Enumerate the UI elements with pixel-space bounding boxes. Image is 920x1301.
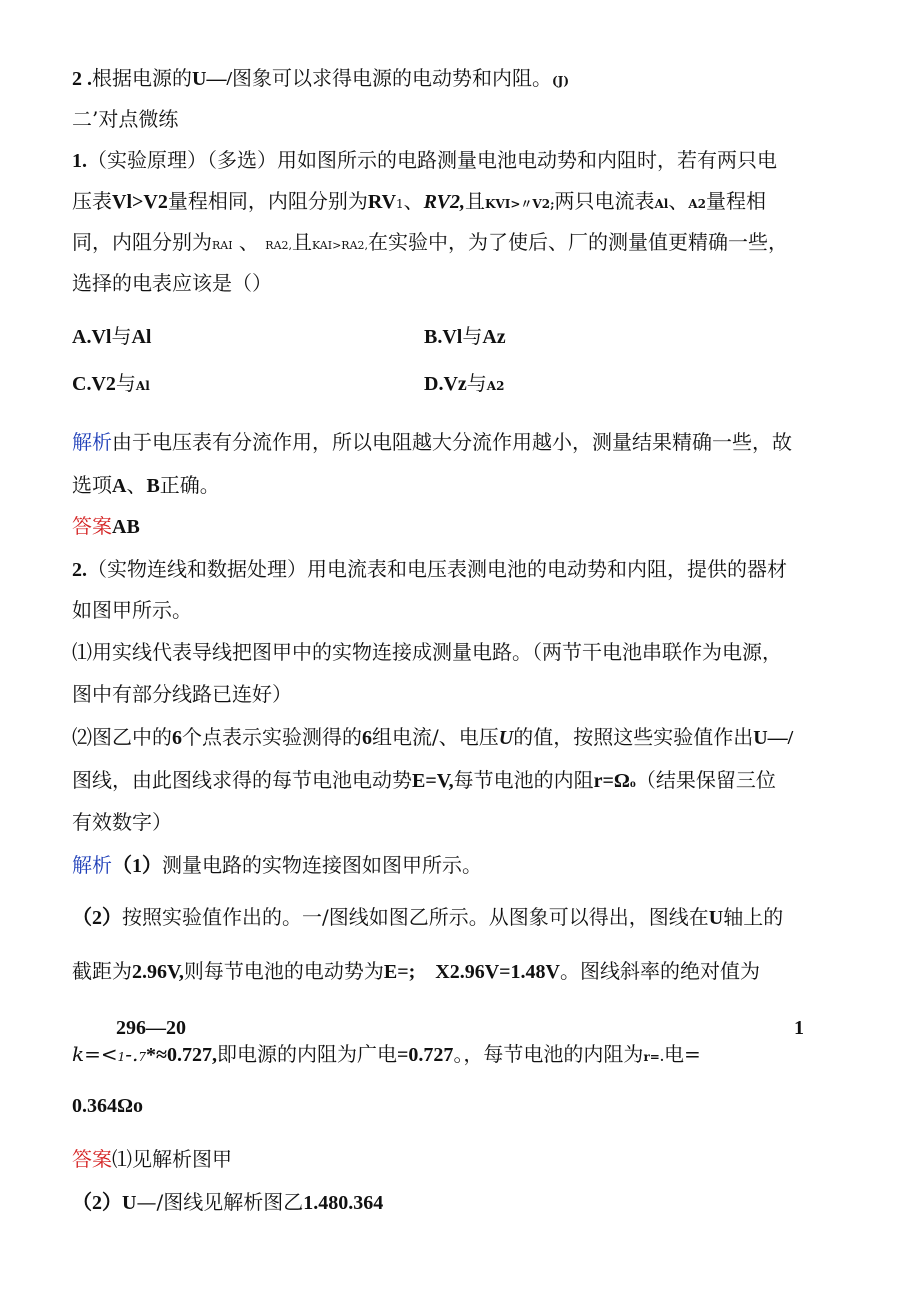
statement-text: 根据电源的 — [92, 66, 192, 90]
analysis-text: 即电源的内阻为广电 — [217, 1042, 398, 1066]
ui-graph-symbol: U—/ — [192, 68, 232, 90]
q2-analysis-line-1 — [72, 851, 482, 880]
answer-value: AB — [112, 516, 140, 538]
q2-text: 个点表示实验测得的 — [182, 725, 362, 749]
q2-count: 6 — [362, 727, 372, 749]
slope-sub: 7 — [138, 1050, 147, 1064]
q1-text: 在实验中，为了使后、厂的测量值更精确一些， — [368, 230, 789, 254]
q1-text: 量程相 — [706, 189, 767, 213]
q1-ra2: RA2, — [265, 239, 293, 252]
q2-part1-line-2: 图中有部分线路已连好） — [72, 682, 292, 706]
q2-answer-line-2 — [72, 1188, 383, 1217]
q2-answer-line-1 — [72, 1145, 232, 1173]
analysis-text: 、 — [126, 473, 147, 497]
analysis-option-a: A — [112, 475, 127, 497]
statement-text-2: 图象可以求得电源的电动势和内阻。 — [232, 66, 552, 90]
q1-a1: Al — [654, 197, 669, 211]
q1-a2: A2 — [688, 197, 707, 211]
option-d-label: D.Vz — [424, 373, 467, 395]
option-a — [72, 322, 151, 351]
option-d-meter: A2 — [486, 379, 505, 393]
r-symbol: r=. — [643, 1050, 664, 1064]
option-c — [72, 369, 150, 400]
q1-ra-inequality: KAI>RA2, — [312, 239, 369, 252]
q1-voltmeters: Vl>V2 — [112, 191, 168, 213]
q2-analysis-line-2 — [72, 903, 783, 932]
q2-analysis-line-4 — [72, 1040, 701, 1071]
q2-line-2: 如图甲所示。 — [72, 598, 192, 622]
q1-text: 两只电流表 — [554, 189, 655, 213]
q2-text: （结果保留三位 — [635, 768, 776, 792]
option-text: 与 — [462, 324, 483, 348]
slope-sub: 1 — [117, 1050, 126, 1064]
analysis-part-number: （2） — [72, 907, 122, 929]
option-a-label: A.Vl — [72, 326, 112, 348]
q1-text: 、 — [668, 189, 689, 213]
q1-analysis-line-2 — [72, 471, 220, 500]
q2-text: ⑵图乙中的 — [72, 725, 172, 749]
analysis-part-number: （1） — [112, 855, 162, 877]
q2-part2-line-3: 有效数字） — [72, 810, 172, 834]
q1-text: 、 — [403, 189, 424, 213]
option-c-label: C.V2 — [72, 373, 116, 395]
analysis-text: 轴上的 — [723, 905, 784, 929]
analysis-text: 。，每节电池的内阻为 — [453, 1042, 644, 1066]
analysis-option-b: B — [146, 475, 160, 497]
q1-text-1: （实验原理）（多选）用如图所示的电路测量电池电动势和内阻时，若有两只电 — [87, 148, 777, 172]
q2-u-symbol: U — [498, 727, 514, 749]
q2-part2-line-2 — [72, 766, 776, 797]
analysis-text: 电= — [664, 1042, 701, 1066]
option-d — [424, 369, 504, 400]
resistance-value: =0.727 — [397, 1044, 454, 1066]
analysis-text: 截距为 — [72, 959, 132, 983]
q1-text: 同，内阻分别为 — [72, 230, 212, 254]
analysis-u-axis: U — [708, 907, 724, 929]
option-text: 与 — [111, 324, 132, 348]
q1-analysis-line-1 — [72, 428, 792, 456]
fraction-numerator: 296—20 — [116, 1017, 186, 1039]
q1-line-2 — [72, 187, 766, 218]
q2-text: 图线，由此图线求得的每节电池电动势 — [72, 768, 412, 792]
answer-part: （2）U — [72, 1192, 137, 1214]
q1-sub: 1 — [396, 197, 404, 211]
item-number: 2 — [72, 68, 82, 90]
q2-ui-symbol: U—/ — [753, 727, 794, 749]
analysis-text: 由于电压表有分流作用，所以电阻越大分流作用越小，测量结果精确一些，故 — [112, 430, 792, 454]
q2-text-1: （实物连线和数据处理）用电流表和电压表测电池的电动势和内阻，提供的器材 — [87, 557, 787, 581]
statement-line — [72, 64, 569, 95]
analysis-emf-value: E=; X2.96V=1.48V — [383, 961, 560, 983]
q2-part1-line-1: ⑴用实线代表导线把图甲中的实物连接成测量电路。（两节干电池串联作为电源， — [72, 640, 782, 664]
answer-text: —/图线见解析图乙 — [136, 1190, 304, 1214]
q1-number: 1. — [72, 150, 87, 172]
slope-symbol: k=< — [72, 1042, 118, 1066]
q2-emf-blank: E=V, — [412, 770, 454, 792]
q2-number: 2. — [72, 559, 87, 581]
analysis-intercept: 2.96V, — [132, 961, 184, 983]
q2-text: 每节电池的内阻 — [453, 768, 594, 792]
answer-label: 答案 — [72, 514, 112, 538]
answer-values: 1.480.364 — [303, 1192, 384, 1214]
option-text: 与 — [115, 371, 136, 395]
section-heading: 二’对点微练 — [72, 107, 179, 131]
judgement-mark: (J) — [552, 74, 570, 88]
q1-text: 量程相同，内阻分别为 — [167, 189, 368, 213]
q2-analysis-line-5: 0.364Ωo — [72, 1095, 144, 1117]
analysis-text: 。图线斜率的绝对值为 — [560, 959, 760, 983]
analysis-text: 正确。 — [159, 473, 220, 497]
slope-value: *≈0.727, — [146, 1044, 218, 1066]
q1-text: 压表 — [72, 189, 112, 213]
option-b-meter: Az — [482, 326, 506, 348]
answer-text: ⑴见解析图甲 — [112, 1147, 232, 1171]
q1-line-3 — [72, 228, 788, 260]
slope-symbol: -. — [125, 1042, 139, 1066]
q2-count: 6 — [172, 727, 182, 749]
q1-text: 、 — [232, 230, 266, 254]
q1-line-4: 选择的电表应该是（） — [72, 271, 272, 295]
option-b-label: B.Vl — [424, 326, 463, 348]
fraction-one: 1 — [794, 1017, 804, 1039]
q1-text: 且 — [465, 189, 485, 213]
q1-inequality: KVI>〃V2; — [485, 197, 555, 211]
q2-analysis-line-3 — [72, 957, 760, 986]
option-b — [424, 322, 506, 351]
q2-sub: o — [629, 776, 636, 790]
q1-rv2: RV2, — [423, 191, 465, 213]
q1-ra1: RAI — [212, 239, 233, 252]
q2-text: 的值，按照这些实验值作出 — [513, 725, 754, 749]
q1-text: 且 — [292, 230, 313, 254]
option-a-meter: Al — [131, 326, 152, 348]
q2-r-blank: r=Ω — [593, 770, 630, 792]
analysis-text: 测量电路的实物连接图如图甲所示。 — [162, 853, 482, 877]
item-dot: . — [82, 68, 92, 90]
q2-line-1 — [72, 555, 787, 584]
q1-line-1 — [72, 146, 777, 175]
q1-rv1: RV — [367, 191, 397, 213]
q2-part2-line-1 — [72, 723, 793, 752]
analysis-text: 则每节电池的电动势为 — [183, 959, 384, 983]
option-text: 与 — [466, 371, 487, 395]
answer-label: 答案 — [72, 1147, 112, 1171]
option-c-meter: Al — [135, 379, 150, 393]
analysis-text: 按照实验值作出的。一/图线如图乙所示。从图象可以得出，图线在 — [122, 905, 709, 929]
analysis-text: 选项 — [72, 473, 112, 497]
analysis-label: 解析 — [72, 853, 112, 877]
analysis-label: 解析 — [72, 430, 112, 454]
q2-text: 组电流/、电压 — [372, 725, 499, 749]
q1-answer — [72, 512, 140, 541]
